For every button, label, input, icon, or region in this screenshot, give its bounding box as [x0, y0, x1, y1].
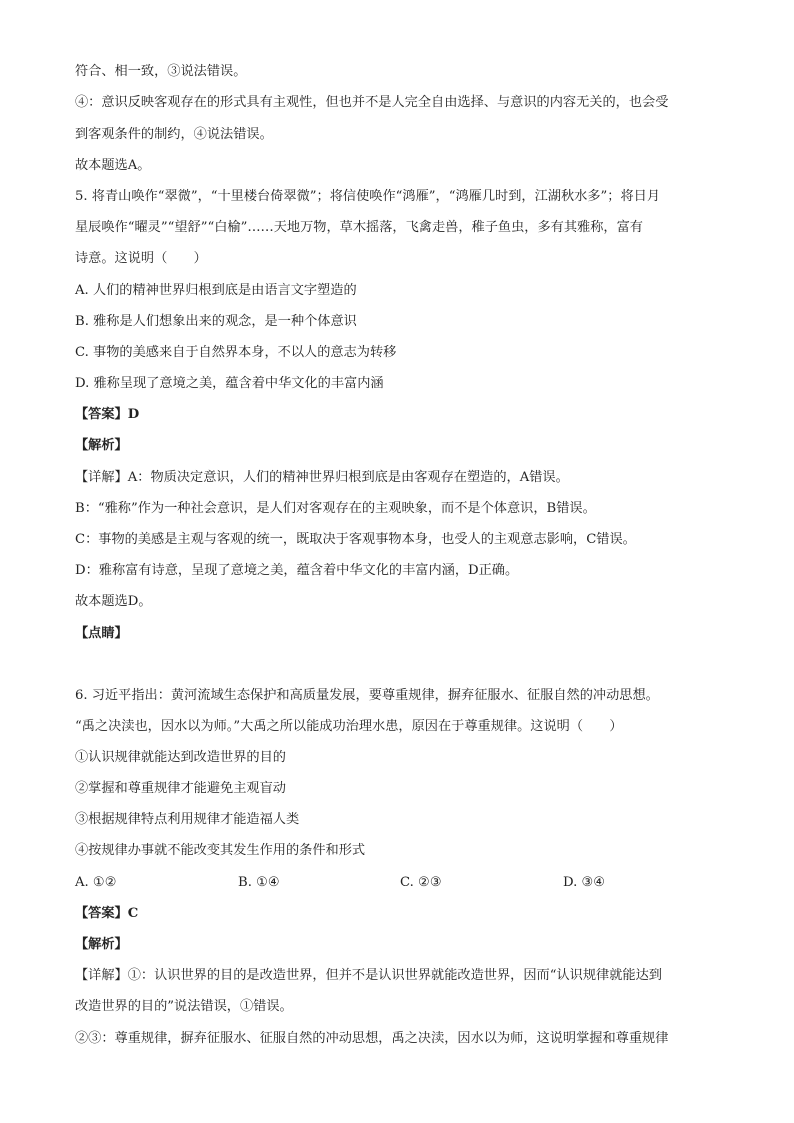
detail-text: D：雅称富有诗意，呈现了意境之美，蕴含着中华文化的丰富内涵，D正确。	[75, 563, 519, 578]
statement-4: ④按规律办事就不能改变其发生作用的条件和形式	[75, 843, 366, 858]
analysis-label: 【解析】	[75, 438, 128, 453]
detail-text: 【详解】A：物质决定意识，人们的精神世界归根到底是由客观存在塑造的，A错误。	[75, 470, 569, 485]
detail-text: B：“雅称”作为一种社会意识，是人们对客观存在的主观映象，而不是个体意识，B错误。	[75, 501, 596, 516]
question-6-stem: 6. 习近平指出：黄河流域生态保护和高质量发展，要尊重规律，摒弃征服水、征服自然的冲动思想。	[75, 688, 659, 703]
option-d: D. 雅称呈现了意境之美，蕴含着中华文化的丰富内涵	[75, 376, 384, 391]
detail-text: C：事物的美感是主观与客观的统一，既取决于客观事物本身，也受人的主观意志影响，C错误。	[75, 532, 636, 547]
option-b: B. 雅称是人们想象出来的观念，是一种个体意识	[75, 314, 357, 329]
text-line: 到客观条件的制约，④说法错误。	[75, 127, 273, 142]
option-b: B. ①④	[238, 875, 280, 890]
option-d: D. ③④	[563, 875, 606, 890]
option-c: C. 事物的美感来自于自然界本身，不以人的意志为转移	[75, 345, 397, 360]
statement-3: ③根据规律特点利用规律才能造福人类	[75, 812, 300, 827]
text-line: ④：意识反映客观存在的形式具有主观性，但也并不是人完全自由选择、与意识的内容无关的，也会受	[75, 95, 669, 110]
statement-1: ①认识规律就能达到改造世界的目的	[75, 750, 286, 765]
answer-label: 【答案】C	[75, 906, 139, 921]
answer-label: 【答案】D	[75, 407, 140, 422]
text-line: 故本题选A。	[75, 158, 151, 173]
question-5-stem: 5. 将青山唤作“翠微”，“十里楼台倚翠微”；将信使唤作“鸿雁”，“鸿雁几时到，江湖秋水多”；将日月	[75, 189, 661, 204]
detail-text: ②③：尊重规律，摒弃征服水、征服自然的冲动思想，禹之决渎，因水以为师，这说明掌握和尊重规律	[75, 1031, 669, 1046]
statement-2: ②掌握和尊重规律才能避免主观盲动	[75, 781, 286, 796]
detail-text: 改造世界的目的”说法错误，①错误。	[75, 999, 293, 1014]
analysis-label: 【解析】	[75, 937, 128, 952]
question-5-stem: 星辰唤作“曜灵”“望舒”“白榆”……天地万物，草木摇落，飞禽走兽，稚子鱼虫，多有其雅称，富有	[75, 220, 643, 235]
text-line: 符合、相一致，③说法错误。	[75, 64, 247, 79]
question-6-stem: “禹之决渎也，因水以为师。”大禹之所以能成功治理水患，原因在于尊重规律。这说明（ ）	[75, 719, 623, 734]
question-5-stem: 诗意。这说明（ ）	[75, 251, 207, 266]
detail-text: 【详解】①：认识世界的目的是改造世界，但并不是认识世界就能改造世界，因而“认识规律就能达到	[75, 968, 662, 983]
tip-label: 【点睛】	[75, 626, 128, 641]
option-a: A. ①②	[75, 875, 117, 890]
text-line: 故本题选D。	[75, 594, 152, 609]
option-a: A. 人们的精神世界归根到底是由语言文字塑造的	[75, 283, 357, 298]
option-c: C. ②③	[400, 875, 442, 890]
